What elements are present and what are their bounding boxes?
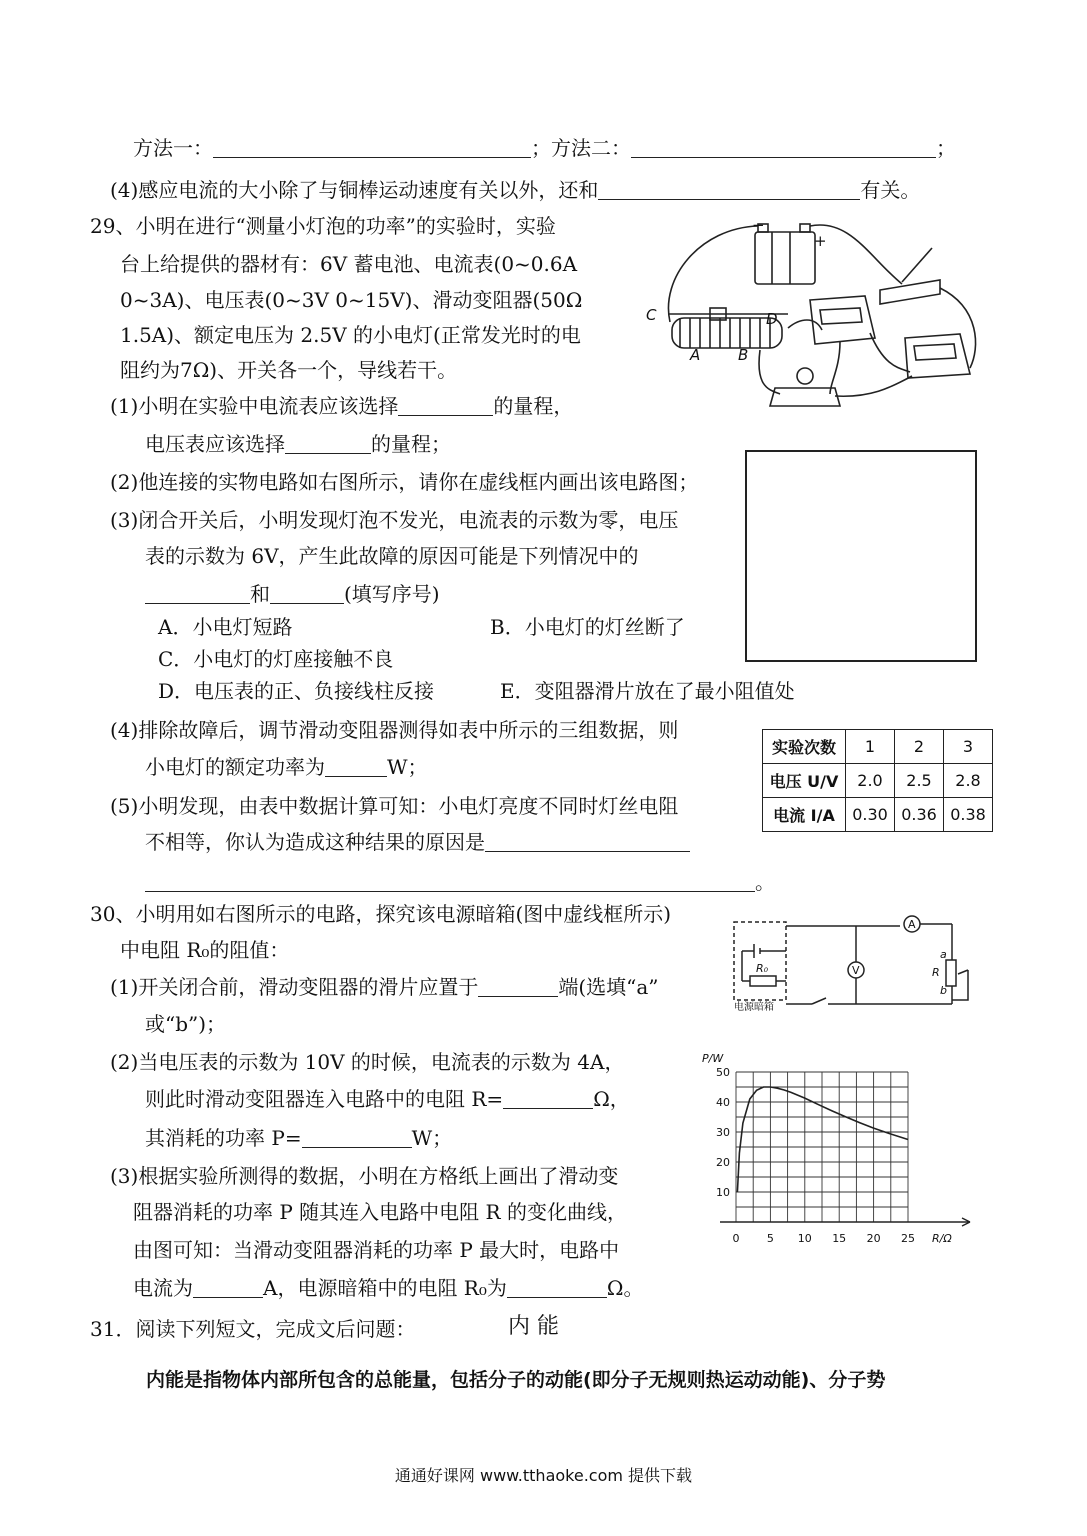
q29-part4b: [145, 753, 428, 781]
x-tick-label: 5: [766, 1232, 774, 1245]
option-d: D．电压表的正、负接线柱反接: [158, 679, 435, 703]
fault-blank-2[interactable]: [270, 583, 344, 604]
q30-p2-text: 则此时滑动变阻器连入电路中的电阻 R=: [145, 1087, 504, 1111]
fault-blank-1[interactable]: [145, 583, 250, 604]
voltmeter-icon: [810, 296, 875, 344]
q30-p1-end: 端(选填“a”: [558, 975, 659, 999]
q30-part3c: 由图可知：当滑动变阻器消耗的功率 P 最大时，电路中: [133, 1238, 620, 1262]
rated-power-blank[interactable]: [325, 756, 387, 777]
q30-part3a: (3)根据实验所测得的数据，小明在方格纸上画出了滑动变: [110, 1164, 619, 1188]
end-b-label: b: [940, 984, 947, 997]
q29-p1c-text: 电压表应该选择: [145, 432, 285, 456]
q29-p3-end: (填写序号): [344, 582, 440, 606]
label-B: B: [738, 346, 749, 364]
q29-intro-3: 0~3A)、电压表(0~3V 0~15V)、滑动变阻器(50Ω: [120, 288, 583, 312]
table-cell: 2.5: [895, 764, 944, 798]
q30-part3b: 阻器消耗的功率 P 随其连入电路中电阻 R 的变化曲线，: [133, 1200, 627, 1224]
q30-part2c: [145, 1124, 452, 1152]
circuit-drawing-box[interactable]: [745, 450, 977, 662]
y-tick-label: 50: [716, 1066, 730, 1079]
page-footer: 通通好课网 www.tthaoke.com 提供下载: [394, 1466, 693, 1485]
q29-part3c: [145, 580, 440, 608]
q29-p4-end: W；: [387, 755, 428, 779]
q31-body: 内能是指物体内部所包含的总能量，包括分子的动能(即分子无规则热运动动能)、分子势: [146, 1369, 886, 1391]
q30-intro-2: 中电阻 R₀的阻值：: [120, 938, 290, 962]
q29-part3b: 表的示数为 6V，产生此故障的原因可能是下列情况中的: [145, 544, 639, 568]
q30-p3d-text: 电流为: [133, 1276, 193, 1300]
y-tick-label: 30: [716, 1126, 730, 1139]
table-header-cell: 2: [895, 730, 944, 764]
q28-part4: [110, 176, 920, 204]
voltmeter-range-blank[interactable]: [285, 433, 371, 454]
x-axis-label: R/Ω: [932, 1232, 952, 1245]
q30-p3f-unit: Ω。: [606, 1276, 644, 1300]
q28-methods-line: [133, 134, 956, 162]
reason-blank-1[interactable]: [485, 831, 690, 852]
q29-p5-text: 不相等，你认为造成这种结果的原因是: [145, 830, 485, 854]
r0-resistor-icon: [750, 976, 776, 986]
r0-blank[interactable]: [507, 1277, 607, 1298]
r0-label: R₀: [756, 962, 769, 975]
q29-part2: (2)他连接的实物电路如右图所示，请你在虚线框内画出该电路图；: [110, 470, 699, 494]
switch-symbol-icon: [812, 998, 826, 1004]
x-tick-label: 10: [797, 1232, 812, 1245]
q29-p1-end: 的量程，: [493, 394, 574, 418]
q30-part1b: 或“b”)；: [145, 1012, 227, 1036]
q29-p4-text: 小电灯的额定功率为: [145, 755, 325, 779]
power-resistance-chart: [700, 1050, 980, 1248]
current-blank[interactable]: [193, 1277, 263, 1298]
label-A: A: [690, 346, 701, 364]
option-e: E．变阻器滑片放在了最小阻值处: [500, 679, 795, 703]
q29-p3-and: 和: [250, 582, 270, 606]
voltmeter-letter: V: [852, 964, 860, 977]
switch-icon: [880, 280, 940, 304]
method2-label: ；方法二：: [531, 136, 631, 160]
table-row: [763, 798, 993, 832]
q29-intro-1: 29、小明在进行“测量小灯泡的功率”的实验时，实验: [90, 214, 556, 238]
table-cell: 2.8: [944, 764, 993, 798]
y-tick-label: 10: [716, 1186, 730, 1199]
slider-end-blank[interactable]: [478, 976, 558, 997]
table-header-cell: 实验次数: [763, 730, 846, 764]
table-cell: 电压 U/V: [763, 764, 846, 798]
table-cell: 0.38: [944, 798, 993, 832]
table-cell: 2.0: [846, 764, 895, 798]
end-a-label: a: [940, 948, 947, 961]
q30-intro-1: 30、小明用如右图所示的电路，探究该电源暗箱(图中虚线框所示): [90, 902, 672, 926]
q30-part1a: [110, 973, 659, 1001]
method1-label: 方法一：: [133, 136, 213, 160]
q30-circuit-diagram: [728, 908, 978, 1013]
method-end: ；: [936, 136, 956, 160]
table-cell: 0.36: [895, 798, 944, 832]
table-row: [763, 764, 993, 798]
q30-p3e-text: A，电源暗箱中的电阻 R₀为: [263, 1276, 507, 1300]
q29-circuit-figure: [640, 218, 990, 418]
q29-part5c: [145, 868, 775, 896]
reason-blank-2[interactable]: [145, 871, 755, 892]
q29-intro-5: 阻约为7Ω)、开关各一个，导线若干。: [120, 358, 458, 382]
q30-p2e-unit: W；: [411, 1126, 453, 1150]
table-header-cell: 3: [944, 730, 993, 764]
q29-part4a: (4)排除故障后，调节滑动变阻器测得如表中所示的三组数据，则: [110, 718, 679, 742]
x-tick-label: 15: [832, 1232, 847, 1245]
q29-intro-4: 1.5A)、额定电压为 2.5V 的小电灯(正常发光时的电: [120, 323, 581, 347]
q28-part4-end: 有关。: [860, 178, 921, 202]
table-cell: 0.30: [846, 798, 895, 832]
ammeter-letter: A: [908, 918, 916, 931]
lamp-icon: [770, 388, 840, 406]
q29-part3a: (3)闭合开关后，小明发现灯泡不发光，电流表的示数为零，电压: [110, 508, 679, 532]
q29-part5b: [145, 828, 690, 856]
label-minus: −: [752, 218, 765, 234]
label-C: C: [646, 306, 657, 324]
option-a: A．小电灯短路: [158, 615, 293, 639]
ammeter-range-blank[interactable]: [398, 395, 493, 416]
q29-p5-period: 。: [755, 870, 775, 894]
table-header-row: [763, 730, 993, 764]
q30-part2a: (2)当电压表的示数为 10V 的时候，电流表的示数为 4A，: [110, 1050, 625, 1074]
label-D: D: [766, 310, 778, 328]
q29-part1b: [145, 430, 451, 458]
power-blank[interactable]: [302, 1127, 412, 1148]
q29-intro-2: 台上给提供的器材有：6V 蓄电池、电流表(0~0.6A: [120, 252, 578, 276]
y-tick-label: 40: [716, 1096, 730, 1109]
y-axis-label: P/W: [702, 1052, 724, 1065]
table-header-cell: 1: [846, 730, 895, 764]
option-b: B．小电灯的灯丝断了: [490, 615, 685, 639]
q29-part1: [110, 392, 573, 420]
q30-p2d-text: 其消耗的功率 P=: [145, 1126, 302, 1150]
q29-p1-text: (1)小明在实验中电流表应该选择: [110, 394, 399, 418]
q30-p1-text: (1)开关闭合前，滑动变阻器的滑片应置于: [110, 975, 479, 999]
table-cell: 电流 I/A: [763, 798, 846, 832]
q30-part3d: [133, 1274, 643, 1302]
q31-title: 内 能: [508, 1314, 559, 1339]
method1-blank[interactable]: [213, 137, 531, 158]
rheostat-R-label: R: [932, 966, 940, 979]
y-tick-label: 20: [716, 1156, 730, 1169]
method2-blank[interactable]: [631, 137, 936, 158]
q28-part4-text: (4)感应电流的大小除了与铜棒运动速度有关以外，还和: [110, 178, 599, 202]
x-tick-label: 25: [901, 1232, 915, 1245]
option-c: C．小电灯的灯座接触不良: [158, 647, 394, 671]
q29-part5a: (5)小明发现，由表中数据计算可知：小电灯亮度不同时灯丝电阻: [110, 794, 679, 818]
q30-part2b: [145, 1085, 630, 1113]
q29-p1d-end: 的量程；: [371, 432, 451, 456]
resistance-blank[interactable]: [503, 1088, 593, 1109]
x-tick-label: 20: [866, 1232, 881, 1245]
power-curve: [737, 1087, 908, 1192]
x-tick-label: 0: [732, 1232, 740, 1245]
q28-part4-blank[interactable]: [598, 179, 860, 200]
q30-p2-unit: Ω，: [593, 1087, 630, 1111]
q31-heading: 31．阅读下列短文，完成文后问题：: [90, 1317, 416, 1341]
black-box-label: 电源暗箱: [734, 1002, 774, 1013]
measurement-table: [762, 729, 993, 832]
battery-icon: [755, 232, 815, 284]
rheostat-symbol-icon: [946, 960, 956, 986]
label-plus: +: [814, 232, 827, 250]
